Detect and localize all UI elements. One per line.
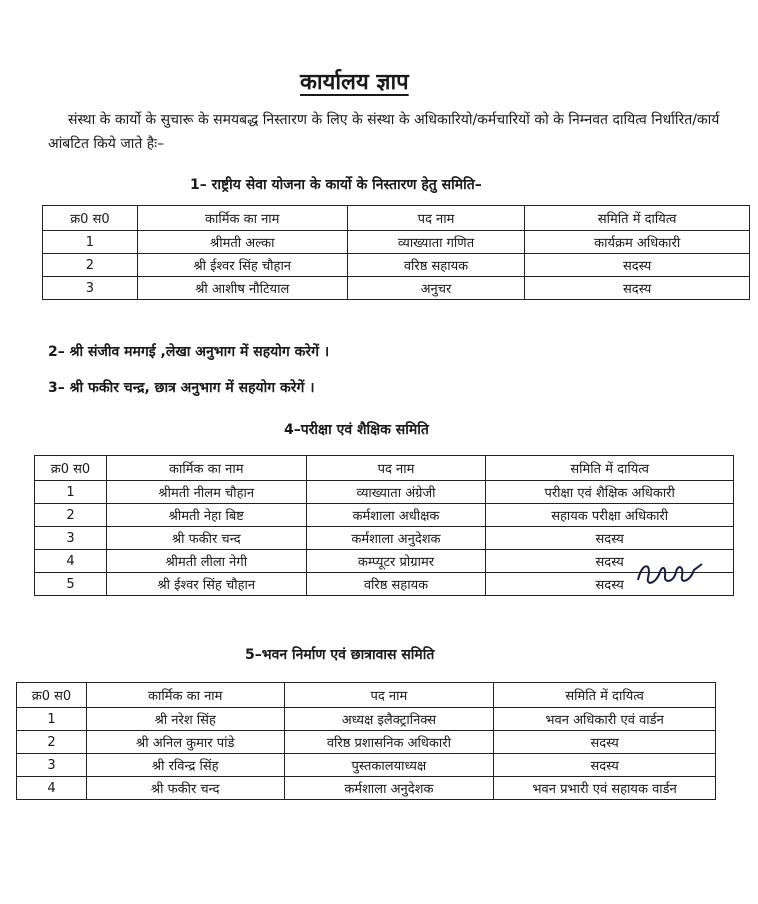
section1-heading: 1– राष्ट्रीय सेवा योजना के कार्यो के निस्तारण हेतु समिति– [190,177,482,193]
note-line-3: 3– श्री फकीर चन्द्र, छात्र अनुभाग में सहयोग करेगें । [48,380,315,396]
table-row [17,731,716,754]
table-cell: कर्मशाला अनुदेशक [284,777,494,800]
table-cell: भवन प्रभारी एवं सहायक वार्डन [494,777,716,800]
table-cell: व्याख्याता गणित [347,231,525,254]
table-cell: 1 [17,708,87,731]
table-cell: कर्मशाला अनुदेशक [306,527,486,550]
table-cell: श्री ईश्वर सिंह चौहान [137,254,347,277]
table-row [35,504,734,527]
table-row [17,777,716,800]
table-row [17,708,716,731]
table-cell: श्रीमती नेहा बिष्ट [106,504,306,527]
table-cell: सदस्य [486,550,734,573]
table-cell: सदस्य [486,573,734,596]
table-row [43,254,750,277]
table-row [43,277,750,300]
table-row [35,550,734,573]
table-cell: परीक्षा एवं शैक्षिक अधिकारी [486,481,734,504]
table-cell: वरिष्ठ सहायक [347,254,525,277]
table-cell: 1 [43,231,138,254]
table-row [43,231,750,254]
column-header: कार्मिक का नाम [137,206,347,231]
table-cell: 5 [35,573,107,596]
table-cell: श्री अनिल कुमार पांडे [86,731,284,754]
note-line-2: 2– श्री संजीव ममगई ,लेखा अनुभाग में सहयोग करेगें । [48,344,330,360]
handwritten-signature [632,556,712,590]
table-row [35,481,734,504]
table-cell: 2 [35,504,107,527]
section5-table [16,682,716,800]
column-header: समिति में दायित्व [486,456,734,481]
table-cell: 3 [43,277,138,300]
intro-paragraph: संस्था के कार्यो के सुचारू के समयबद्ध निस्तारण के लिए के संस्था के अधिकारियो/कर्मचारियों को के निम्नवत दायित्व निर्धारित/कार्य आंबटित किये जाते हैः– [48,112,720,152]
table-cell: व्याख्याता अंग्रेजी [306,481,486,504]
table-cell: 1 [35,481,107,504]
column-header: क्र0 स0 [17,683,87,708]
page-title: कार्यालय ज्ञाप [300,70,409,95]
table-cell: 2 [43,254,138,277]
table-cell: सहायक परीक्षा अधिकारी [486,504,734,527]
table-cell: श्री नरेश सिंह [86,708,284,731]
section4-heading: 4–परीक्षा एवं शैक्षिक समिति [284,422,429,438]
table-header-row [17,683,716,708]
table-row [35,527,734,550]
table-cell: कार्यक्रम अधिकारी [525,231,750,254]
column-header: समिति में दायित्व [494,683,716,708]
table-cell: सदस्य [494,754,716,777]
table-row [17,754,716,777]
table-cell: श्री फकीर चन्द [86,777,284,800]
table-cell: श्री फकीर चन्द [106,527,306,550]
table-cell: 3 [35,527,107,550]
table-cell: अनुचर [347,277,525,300]
section4-table [34,455,734,596]
table-cell: सदस्य [525,254,750,277]
column-header: पद नाम [284,683,494,708]
table-cell: श्रीमती अल्का [137,231,347,254]
table-cell: सदस्य [525,277,750,300]
column-header: समिति में दायित्व [525,206,750,231]
column-header: पद नाम [306,456,486,481]
column-header: क्र0 स0 [35,456,107,481]
table-cell: श्री आशीष नौटियाल [137,277,347,300]
column-header: क्र0 स0 [43,206,138,231]
table-cell: वरिष्ठ प्रशासनिक अधिकारी [284,731,494,754]
table-cell: भवन अधिकारी एवं वार्डन [494,708,716,731]
table-cell: 2 [17,731,87,754]
section5-heading: 5–भवन निर्माण एवं छात्रावास समिति [245,647,435,663]
section1-table [42,205,750,300]
table-cell: श्रीमती लीला नेगी [106,550,306,573]
table-cell: सदस्य [486,527,734,550]
table-cell: श्री ईश्वर सिंह चौहान [106,573,306,596]
table-cell: 4 [17,777,87,800]
table-cell: अध्यक्ष इलैक्ट्रानिक्स [284,708,494,731]
table-cell: वरिष्ठ सहायक [306,573,486,596]
column-header: कार्मिक का नाम [86,683,284,708]
table-cell: सदस्य [494,731,716,754]
table-cell: 3 [17,754,87,777]
column-header: कार्मिक का नाम [106,456,306,481]
table-header-row [35,456,734,481]
table-cell: 4 [35,550,107,573]
table-cell: पुस्तकालयाध्यक्ष [284,754,494,777]
table-cell: श्री रविन्द्र सिंह [86,754,284,777]
column-header: पद नाम [347,206,525,231]
table-row [35,573,734,596]
table-cell: कम्प्यूटर प्रोग्रामर [306,550,486,573]
table-header-row [43,206,750,231]
table-cell: श्रीमती नीलम चौहान [106,481,306,504]
table-cell: कर्मशाला अधीक्षक [306,504,486,527]
